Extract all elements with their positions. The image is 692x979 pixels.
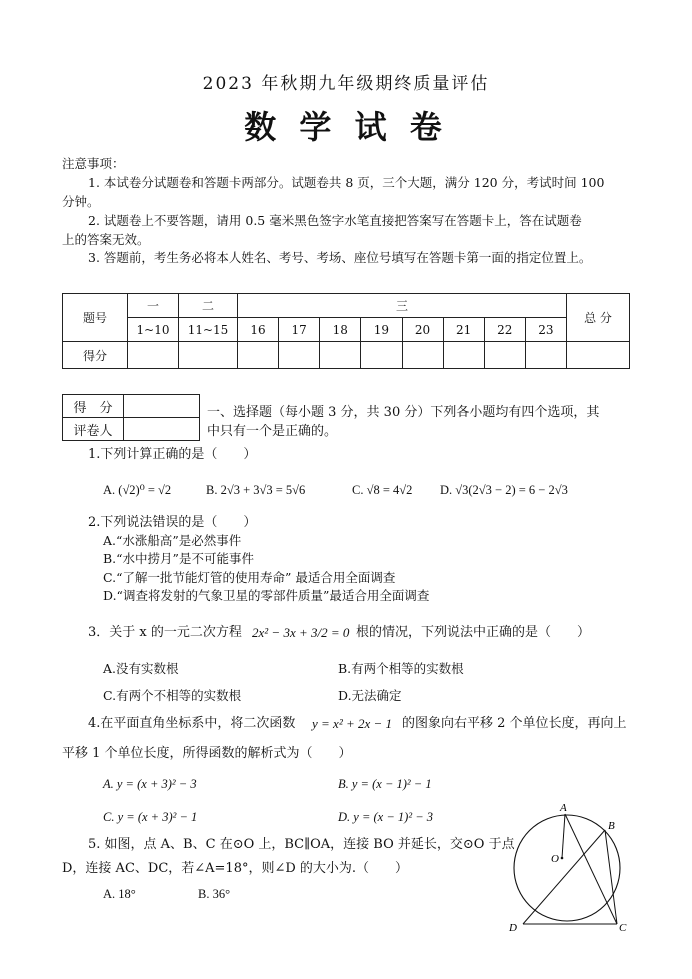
score-cell <box>525 342 566 369</box>
q4-line1-pre: 4.在平面直角坐标系中，将二次函数 <box>88 716 296 731</box>
exam-subtitle: 2023 年秋期九年级期终质量评估 <box>202 74 490 94</box>
center-point <box>561 857 564 860</box>
q2-option-d: D.“调查将发射的气象卫星的零部件质量”最适合用全面调查 <box>103 588 430 603</box>
sub-col: 21 <box>443 318 484 342</box>
part-1-header: 一 <box>128 294 179 318</box>
q4-option-d: D. y = (x − 1)² − 3 <box>338 810 434 824</box>
segment-bd <box>523 830 605 924</box>
q3-equation: 2x² − 3x + 3/2 = 0 <box>252 625 350 640</box>
q2-stem: 2.下列说法错误的是（ ） <box>88 515 257 530</box>
score-table <box>62 293 630 369</box>
q3-option-b: B.有两个相等的实数根 <box>338 661 464 676</box>
exam-title: 数 学 试 卷 <box>244 108 448 146</box>
total-score-label: 总 分 <box>567 294 630 342</box>
segment-bc <box>605 830 617 924</box>
notice-line: 2. 试题卷上不要答题，请用 0.5 毫米黑色签字水笔直接把答案写在答题卡上，答在试题卷 <box>88 213 582 228</box>
score-cell <box>484 342 525 369</box>
q2-option-b: B.“水中捞月”是不可能事件 <box>103 551 254 566</box>
score-cell <box>567 342 630 369</box>
score-cell <box>128 342 179 369</box>
notice-line: 3. 答题前，考生务必将本人姓名、考号、考场、座位号填写在答题卡第一面的指定位置上。 <box>88 250 592 265</box>
q1-stem: 1.下列计算正确的是（ ） <box>88 447 257 462</box>
q5-option-b: B. 36° <box>198 887 231 901</box>
sub-col: 16 <box>238 318 279 342</box>
sub-col: 23 <box>525 318 566 342</box>
grader-score-cell <box>124 395 200 418</box>
grader-score-label: 得 分 <box>63 395 124 418</box>
q3-option-c: C.有两个不相等的实数根 <box>103 688 242 703</box>
score-cell <box>279 342 320 369</box>
q3-stem-post: 根的情况，下列说法中正确的是（ ） <box>356 625 591 640</box>
q4-option-a: A. y = (x + 3)² − 3 <box>103 777 197 791</box>
grader-reviewer-cell <box>124 418 200 441</box>
q3-option-a: A.没有实数根 <box>103 661 179 676</box>
label-o: O <box>551 853 559 865</box>
q3-option-d: D.无法确定 <box>338 688 402 703</box>
q3-stem-pre: 3．关于 x 的一元二次方程 <box>88 625 242 640</box>
notice-heading: 注意事项： <box>62 156 125 171</box>
grader-box <box>62 394 200 441</box>
part-2-header: 二 <box>179 294 238 318</box>
section-1-heading: 一、选择题（每小题 3 分，共 30 分）下列各小题均有四个选项，其 <box>207 405 600 420</box>
score-cell <box>179 342 238 369</box>
q4-function: y = x² + 2x − 1 <box>312 716 393 731</box>
q1-option-b: B. 2√3 + 3√3 = 5√6 <box>206 483 306 497</box>
sub-col: 17 <box>279 318 320 342</box>
label-d: D <box>509 922 517 932</box>
label-c: C <box>619 922 627 932</box>
notice-line: 上的答案无效。 <box>62 232 150 247</box>
q5-option-a: A. 18° <box>103 887 136 901</box>
sub-col: 20 <box>402 318 443 342</box>
sub-col: 1~10 <box>128 318 179 342</box>
notice-line: 分钟。 <box>62 194 100 209</box>
sub-col: 22 <box>484 318 525 342</box>
q1-option-d: D. √3(2√3 − 2) = 6 − 2√3 <box>440 483 568 497</box>
sub-col: 18 <box>320 318 361 342</box>
score-cell <box>402 342 443 369</box>
grader-reviewer-label: 评卷人 <box>63 418 124 441</box>
q4-line2: 平移 1 个单位长度，所得函数的解析式为（ ） <box>62 746 352 761</box>
section-1-heading-cont: 中只有一个是正确的。 <box>207 424 338 439</box>
score-cell <box>238 342 279 369</box>
circle-geometry-figure <box>505 800 635 932</box>
q4-option-c: C. y = (x + 3)² − 1 <box>103 810 198 824</box>
q1-option-c: C. √8 = 4√2 <box>352 483 413 497</box>
part-3-header: 三 <box>238 294 567 318</box>
q2-option-c: C.“了解一批节能灯管的使用寿命” 最适合用全面调查 <box>103 570 396 585</box>
q5-line2: D，连接 AC、DC，若∠A=18°，则∠D 的大小为.（ ） <box>62 861 409 876</box>
q2-option-a: A.“水涨船高”是必然事件 <box>103 533 242 548</box>
q5-line1: 5. 如图，点 A、B、C 在⊙O 上，BC∥OA，连接 BO 并延长，交⊙O 于点 <box>88 837 515 852</box>
score-cell <box>361 342 402 369</box>
score-cell <box>443 342 484 369</box>
sub-col: 19 <box>361 318 402 342</box>
label-b: B <box>608 820 615 832</box>
sub-col: 11~15 <box>179 318 238 342</box>
score-cell <box>320 342 361 369</box>
label-a: A <box>560 802 567 814</box>
question-number-label: 题号 <box>63 294 128 342</box>
q4-line1-post: 的图象向右平移 2 个单位长度，再向上 <box>402 716 627 731</box>
q1-option-a: A. (√2)⁰ = √2 <box>103 483 172 497</box>
segment-oa <box>562 814 565 858</box>
score-row-label: 得分 <box>63 342 128 369</box>
notice-line: 1. 本试卷分试题卷和答题卡两部分。试题卷共 8 页，三个大题，满分 120 分，考试时间 100 <box>88 175 605 190</box>
q4-option-b: B. y = (x − 1)² − 1 <box>338 777 432 791</box>
